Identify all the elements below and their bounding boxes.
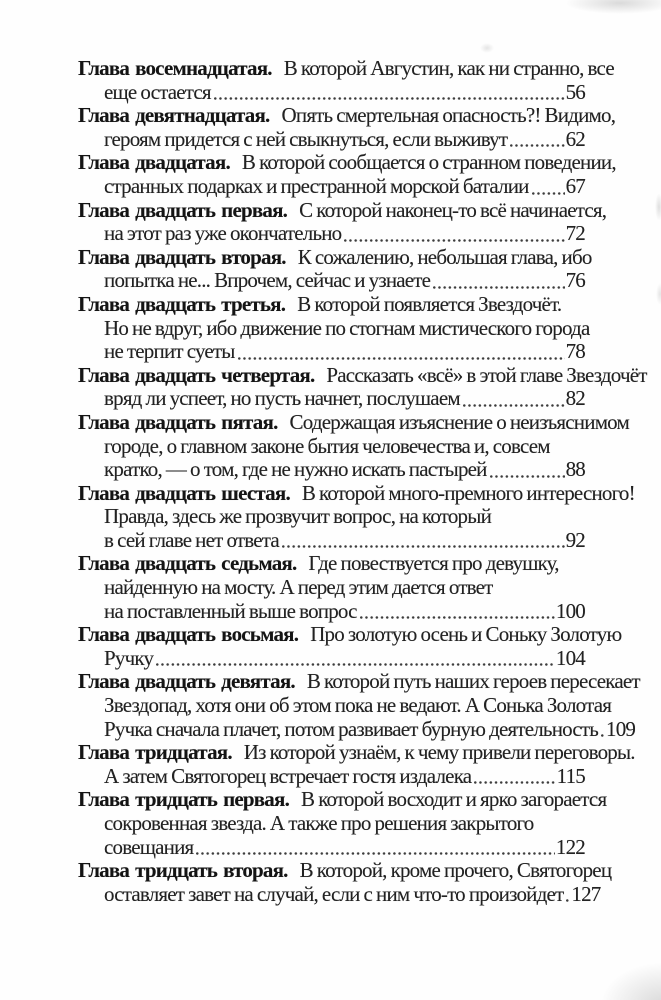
toc-line-first <box>78 740 635 765</box>
dot-leader <box>507 128 565 152</box>
toc-entry <box>78 244 592 293</box>
chapter-summary-start: Из которой узнаём, к чему привели переговоры. <box>243 740 635 765</box>
scan-smudge-bottom-right <box>600 962 661 1000</box>
chapter-summary-end: Ручка сначала плачет, потом развивает бурную деятельность <box>104 716 599 741</box>
toc-line-last <box>104 765 585 789</box>
toc-entry <box>78 409 629 482</box>
page-number: 82 <box>565 386 585 411</box>
dot-leader <box>430 269 565 293</box>
chapter-summary-middle: городе, о главном законе бытия человечества и, совсем <box>104 433 550 458</box>
chapter-summary-end: на этот раз уже окончательно <box>104 221 342 246</box>
chapter-title: Глава двадцать третья. <box>78 291 286 316</box>
chapter-title: Глава двадцать восьмая. <box>78 622 299 647</box>
toc-entry <box>78 103 616 151</box>
toc-line-last <box>104 222 585 246</box>
page-number: 76 <box>565 268 585 293</box>
chapter-summary-end: совещания <box>104 834 194 859</box>
chapter-summary-end: оставляет завет на случай, если с ним что-то произойдет <box>104 881 564 906</box>
dot-leader <box>563 883 571 907</box>
toc-entry <box>78 622 622 670</box>
dot-leader <box>153 647 556 671</box>
chapter-summary-end: героям придется с ней свыкнуться, если выживут <box>104 126 508 151</box>
dot-leader <box>598 718 606 742</box>
toc-entry <box>78 740 635 788</box>
chapter-summary-end: попытка не... Впрочем, сейчас и узнаете <box>104 268 431 293</box>
chapter-summary-end: в сей главе нет ответа <box>104 527 279 552</box>
dot-leader <box>193 836 556 860</box>
chapter-summary-middle: Звездопад, хотя они об этом пока не ведают. А Сонька Золотая <box>104 693 612 718</box>
toc-entry <box>78 291 590 364</box>
scan-streak-right-1 <box>655 193 661 221</box>
toc-line-first <box>78 56 614 81</box>
chapter-summary-start: В которой много-премного интересного! <box>301 480 635 505</box>
chapter-summary-start: Где повествуется про девушку, <box>308 551 559 576</box>
chapter-summary-end: не терпит суеты <box>104 339 235 364</box>
chapter-title: Глава тридцатая. <box>78 740 232 765</box>
chapter-title: Глава тридцать вторая. <box>78 858 288 883</box>
table-of-contents <box>78 56 647 906</box>
page-number: 67 <box>565 173 585 198</box>
chapter-summary-end: на поставленный выше вопрос <box>104 598 357 623</box>
chapter-summary-middle: Но не вдруг, ибо движение по стогнам мистического города <box>104 315 590 340</box>
toc-line-first <box>78 197 607 223</box>
page-number: 109 <box>606 716 636 741</box>
chapter-summary-start: Опять смертельная опасность?! Видимо, <box>281 103 616 128</box>
toc-line-last <box>104 600 585 624</box>
dot-leader <box>279 529 566 553</box>
chapter-summary-middle: сокровенная звезда. А также про решения закрытого <box>104 811 534 835</box>
toc-line-first <box>78 622 622 647</box>
chapter-title: Глава двадцать девятая. <box>78 669 295 694</box>
toc-entry <box>78 197 607 246</box>
page-number: 104 <box>555 645 585 670</box>
toc-line-last <box>104 836 585 860</box>
chapter-summary-start: К сожалению, небольшая глава, ибо <box>297 244 592 269</box>
toc-entry <box>78 787 607 859</box>
toc-entry <box>78 56 614 104</box>
page-number: 127 <box>571 881 601 906</box>
dot-leader <box>357 600 556 624</box>
chapter-summary-end: А затем Святогорец встречает гостя издалека <box>104 763 472 788</box>
toc-line-continuation <box>104 505 585 529</box>
toc-line-first <box>78 150 616 175</box>
toc-entry <box>78 858 612 906</box>
toc-line-first <box>78 787 607 812</box>
chapter-summary-end: еще остается <box>104 79 211 104</box>
toc-line-first <box>78 103 616 128</box>
chapter-summary-start: С которой наконец-то всё начинается, <box>299 197 607 222</box>
toc-entry <box>78 552 585 623</box>
dot-leader <box>487 458 566 482</box>
toc-line-first <box>78 480 635 506</box>
chapter-summary-end: вряд ли успеет, но пусть начнет, послушаем <box>104 386 460 411</box>
toc-line-first <box>78 362 647 388</box>
toc-entry <box>78 362 647 411</box>
chapter-summary-end: Ручку <box>104 645 154 670</box>
page-number: 115 <box>556 763 585 788</box>
chapter-summary-start: Рассказать «всё» в этой главе Звездочёт <box>326 362 647 387</box>
chapter-summary-start: В которой Августин, как ни странно, все <box>283 56 614 80</box>
toc-entry <box>78 669 640 741</box>
chapter-title: Глава двадцатая. <box>78 150 230 175</box>
chapter-title: Глава двадцать четвертая. <box>78 362 315 387</box>
dot-leader <box>211 81 566 105</box>
chapter-summary-start: Содержащая изъяснение о неизъяснимом <box>289 409 629 434</box>
toc-line-first <box>78 552 585 576</box>
page-number: 122 <box>555 834 585 859</box>
toc-line-last <box>104 81 585 105</box>
toc-line-continuation <box>104 315 590 341</box>
chapter-summary-start: В которой восходит и ярко загорается <box>301 787 607 812</box>
toc-line-continuation <box>104 576 585 600</box>
toc-line-first <box>78 409 629 435</box>
toc-line-continuation <box>104 812 585 836</box>
toc-line-last <box>104 340 585 364</box>
dot-leader <box>235 340 566 364</box>
toc-entry <box>78 480 635 553</box>
toc-line-continuation <box>104 435 585 459</box>
toc-line-first <box>78 293 585 317</box>
chapter-title: Глава двадцать шестая. <box>78 480 290 505</box>
toc-line-last <box>104 175 585 199</box>
scan-streak-right-2 <box>656 283 661 305</box>
chapter-summary-end: странных подарках и престранной морской баталии <box>104 173 529 198</box>
toc-line-first <box>78 858 612 883</box>
toc-line-last <box>104 716 636 742</box>
chapter-title: Глава восемнадцатая. <box>78 56 272 80</box>
page-number: 100 <box>555 598 585 623</box>
dot-leader <box>471 765 556 789</box>
chapter-summary-start: В которой сообщается о странном поведении, <box>241 150 616 175</box>
toc-line-last <box>104 387 585 411</box>
scan-smudge-top-right <box>565 0 661 14</box>
chapter-summary-middle: найденную на мосту. А перед этим дается ответ <box>104 575 493 600</box>
toc-line-last <box>104 269 585 293</box>
chapter-summary-middle: Правда, здесь же прозвучит вопрос, на который <box>104 504 492 529</box>
toc-line-first <box>78 669 640 694</box>
chapter-title: Глава девятнадцатая. <box>78 103 270 128</box>
page-number: 72 <box>565 221 585 246</box>
chapter-summary-start: В которой, кроме прочего, Святогорец <box>299 858 612 883</box>
chapter-title: Глава двадцать седьмая. <box>78 551 297 576</box>
chapter-title: Глава тридцать первая. <box>78 787 290 812</box>
toc-line-last <box>104 128 585 152</box>
page-number: 56 <box>565 79 585 104</box>
page-number: 92 <box>565 527 585 552</box>
toc-line-last <box>104 647 585 671</box>
chapter-title: Глава двадцать пятая. <box>78 409 278 434</box>
dot-leader <box>460 387 566 411</box>
chapter-title: Глава двадцать первая. <box>78 197 288 222</box>
chapter-summary-end: кратко, — о том, где не нужно искать пастырей <box>104 457 487 482</box>
toc-line-last <box>104 529 585 553</box>
chapter-summary-start: Про золотую осень и Соньку Золотую <box>310 622 622 647</box>
dot-leader <box>341 222 565 246</box>
toc-line-last <box>104 881 601 907</box>
page-number: 88 <box>565 457 585 482</box>
page-number: 62 <box>565 126 585 151</box>
chapter-summary-start: В которой путь наших героев пересекает <box>306 669 640 694</box>
dot-leader <box>529 175 566 199</box>
toc-line-last <box>104 458 585 482</box>
chapter-title: Глава двадцать вторая. <box>78 244 286 269</box>
chapter-summary-start: В которой появляется Звездочёт. <box>297 291 562 316</box>
toc-line-continuation <box>104 693 612 718</box>
scan-speck <box>480 43 494 53</box>
toc-entry <box>78 150 616 198</box>
page-number: 78 <box>565 339 585 364</box>
toc-line-first <box>78 244 592 270</box>
